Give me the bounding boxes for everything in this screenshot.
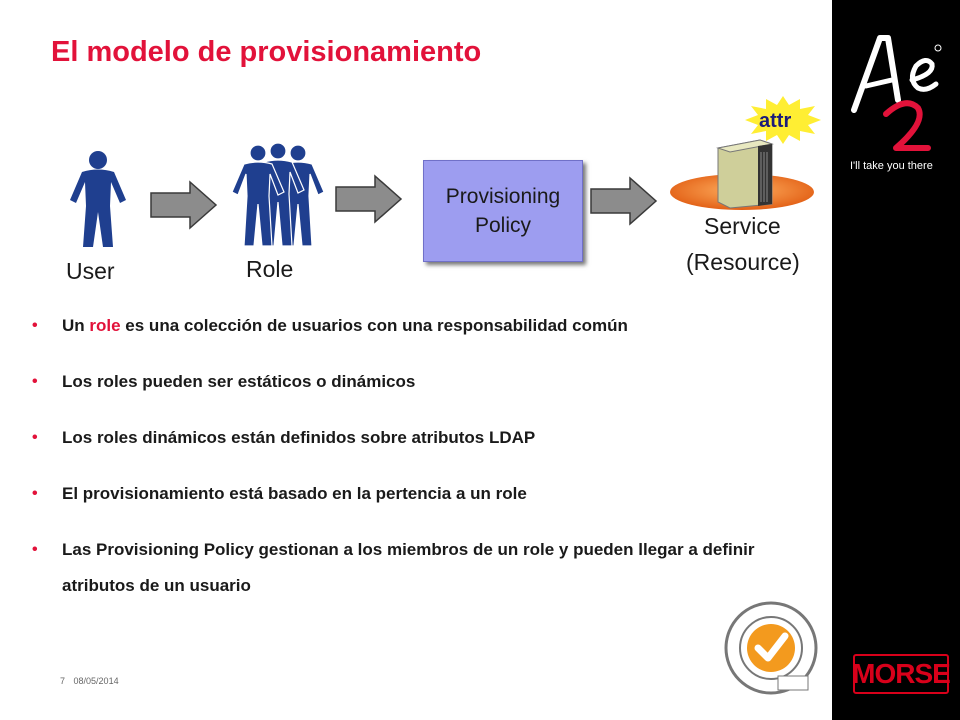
bullet-dot: •	[32, 541, 38, 558]
bullet-list	[32, 308, 822, 624]
user-figure-icon	[66, 148, 130, 250]
iso-seal-icon	[722, 600, 820, 696]
a2e-tagline: I'll take you there	[850, 160, 933, 172]
attr-badge: attr	[759, 110, 792, 132]
bullet-item: • Las Provisioning Policy gestionan a los miembros de un role y pueden llegar a definir atributos de un usuario	[32, 532, 822, 604]
slide-title: El modelo de provisionamiento	[51, 36, 482, 68]
arrow-right-icon	[150, 180, 218, 230]
arrow-right-icon	[590, 176, 658, 226]
bullet-dot: •	[32, 429, 38, 446]
bullet-item: • Los roles pueden ser estáticos o dinámicos	[32, 364, 822, 400]
bullet-dot: •	[32, 373, 38, 390]
role-label: Role	[246, 256, 294, 282]
bullet-item: • El provisionamiento está basado en la pertencia a un role	[32, 476, 822, 512]
bullet-item: • Los roles dinámicos están definidos sobre atributos LDAP	[32, 420, 822, 456]
role-group-icon	[228, 140, 328, 250]
a2e-logo-icon	[846, 30, 946, 160]
resource-label: (Resource)	[686, 249, 800, 275]
bullet-item: • Un role es una colección de usuarios con una responsabilidad común	[32, 308, 822, 344]
slide-date: 08/05/2014	[73, 676, 119, 686]
slide-number: 7	[60, 676, 66, 686]
user-label: User	[66, 258, 115, 284]
morse-logo: MORSE	[853, 654, 949, 694]
policy-label-line1: Provisioning	[445, 185, 561, 208]
server-icon	[668, 132, 816, 218]
bullet-dot: •	[32, 317, 38, 334]
service-label: Service	[704, 213, 781, 239]
policy-label-line2: Policy	[474, 214, 532, 237]
bullet-dot: •	[32, 485, 38, 502]
arrow-right-icon	[335, 174, 403, 224]
highlight-role: role	[89, 316, 121, 335]
footer	[60, 676, 125, 686]
provisioning-policy-box	[423, 160, 583, 262]
